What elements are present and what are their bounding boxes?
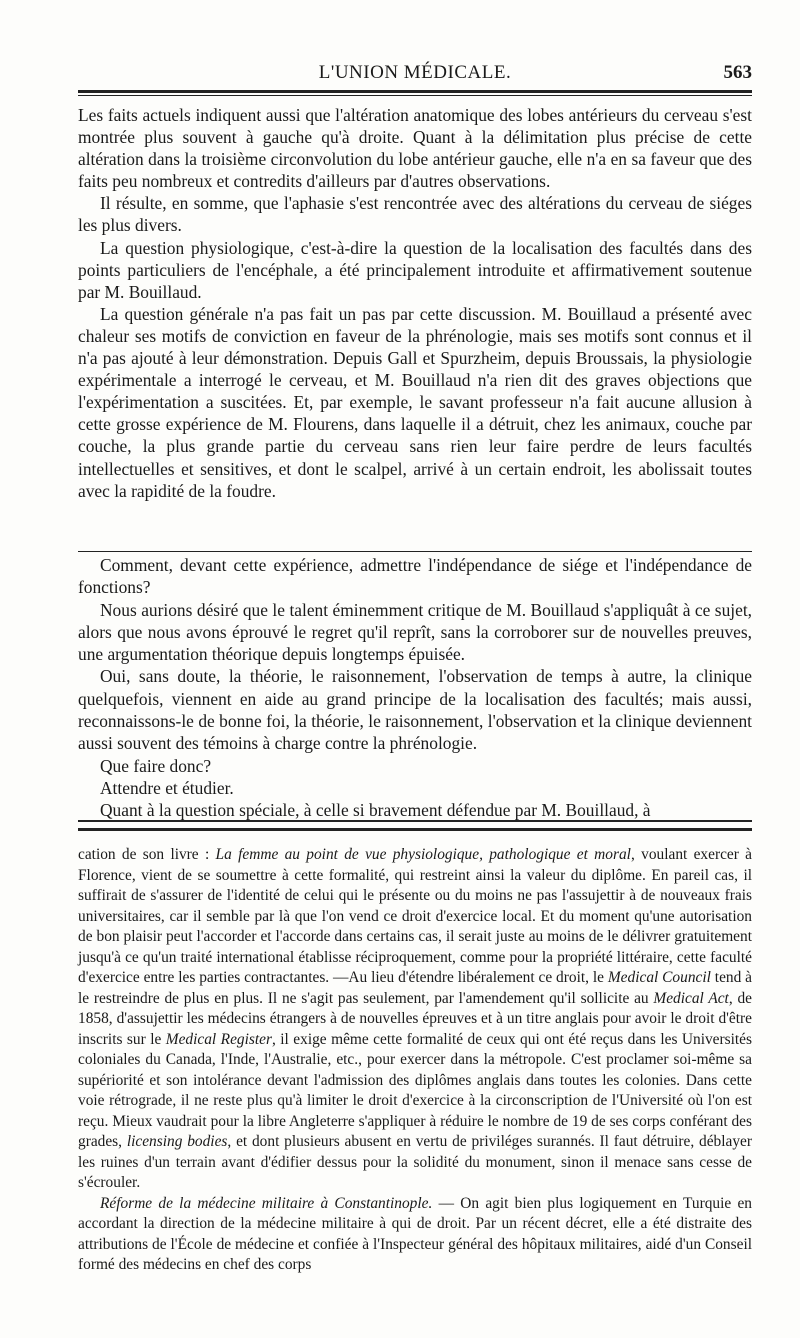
paragraph: La question générale n'a pas fait un pas par cette discussion. M. Bouillaud a présenté avec chaleur ses motifs de conviction en faveur de la phrénologie, mais ses motifs sont connus et il n'a pas ajouté à leur démonstration. Depuis Gall et Spurzheim, depuis Broussais, la physiologie expérimentale a interrogé le cerveau, et M. Bouillaud n'a rien dit des graves objections que l'expérimentation a suscitées. Et, par exemple, le savant professeur n'a fait aucune allusion à cette grosse expérience de M. Flourens, dans laquelle il a détruit, chez les animaux, couche par couche, la plus grande partie du cerveau sans rien leur faire perdre de leurs facultés intellectuelles et sensitives, et dont le scalpel, arrivé à un certain endroit, les abolissait toutes avec la rapidité de la foudre. xyxy=(78,303,752,501)
paragraph: Quant à la question spéciale, à celle si bravement défendue par M. Bouillaud, à xyxy=(100,800,651,821)
section-divider xyxy=(78,551,752,552)
paragraph: Les faits actuels indiquent aussi que l'altération anatomique des lobes antérieurs du cerveau s'est montrée plus souvent à gauche qu'à droite. Quant à la délimitation plus précise de cette altération dans la troisième circonvolution du lobe antérieur gauche, elle n'a en sa faveur que des faits peu nombreux et contredits d'ailleurs par d'autres observations. xyxy=(78,105,752,192)
footnote-paragraph xyxy=(78,845,752,1194)
main-text-upper xyxy=(78,104,752,502)
footnote-rule-upper xyxy=(78,820,752,822)
paragraph: Que faire donc? xyxy=(100,755,212,776)
paragraph: Nous aurions désiré que le talent éminemment critique de M. Bouillaud s'appliquât à ce sujet, alors que nous avons éprouvé le regret qu'il reprît, sans la corroborer sur de nouvelles preuves, une argumentation théorique depuis longtemps épuisée. xyxy=(78,599,752,665)
running-title: L'UNION MÉDICALE. xyxy=(318,62,512,83)
paragraph: Attendre et étudier. xyxy=(100,777,234,798)
italic-term: Medical Register xyxy=(165,1030,272,1048)
footnote-rule-lower xyxy=(78,828,752,831)
paragraph: Comment, devant cette expérience, admettre l'indépendance de siége et l'indépendance de fonctions? xyxy=(78,555,752,598)
footnote-text: , de 1858, d'assujettir les médecins étrangers à de nouvelles épreuves et à un titre anglais pour avoir le droit d'être inscrits sur le xyxy=(78,989,752,1048)
header-rule-thick xyxy=(78,90,752,93)
page-number: 563 xyxy=(723,62,752,83)
paragraph: Oui, sans doute, la théorie, le raisonnement, l'observation de temps à autre, la clinique quelquefois, viennent en aide au grand principe de la localisation des facultés; mais aussi, reconnaissons-le de bonne foi, la théorie, le raisonnement, l'observation et la clinique deviennent aussi souvent des témoins à charge contre la phrénologie. xyxy=(78,666,752,754)
footnote-text: , il exige même cette formalité de ceux qui ont été reçus dans les Universités coloniales du Canada, l'Inde, l'Australie, etc., pour exercer dans la métropole. C'est proclamer soi-même sa supériorité et son intolérance devant l'admission des diplômes anglais dans toutes les colonies. Dans cette voie rétrograde, il ne reste plus qu'à limiter le droit d'exercice à la circonscription de l'Université où l'on est reçu. Mieux vaudrait pour la libre Angleterre s'appliquer à réduire le nombre de 19 de ses corps conférant des grades, xyxy=(78,1030,752,1150)
footnote-column xyxy=(78,845,752,1276)
header-rule-thin xyxy=(78,95,752,96)
footnote-text: cation de son livre : xyxy=(78,846,216,863)
page-header xyxy=(78,58,752,90)
italic-term: licensing bodies xyxy=(126,1133,228,1150)
main-text-lower xyxy=(78,554,752,822)
italic-term: Medical Act xyxy=(653,989,729,1007)
book-title: La femme au point de vue physiologique, pathologique et moral xyxy=(215,846,631,863)
paragraph: Il résulte, en somme, que l'aphasie s'est rencontrée avec des altérations du cerveau de siéges les plus divers. xyxy=(78,193,752,236)
paragraph: La question physiologique, c'est-à-dire la question de la localisation des facultés dans des points particuliers de l'encéphale, a été principalement introduite et affirmativement soutenue par M. Bouillaud. xyxy=(78,237,752,302)
section-heading: Réforme de la médecine militaire à Constantinople. xyxy=(100,1194,433,1212)
footnote-text: , voulant exercer à Florence, vient de se soumettre à cette formalité, qui restreint ainsi la valeur du diplôme. En pareil cas, il suffirait de s'assurer de l'identité de celui qui le présente ou du moins ne pas l'assujettir à de nouveaux frais universitaires, car il semble par là que l'on vend ce droit d'exercice local. Et du moment qu'une autorisation de bon plaisir peut l'accorder et l'accorde dans certains cas, il serait juste au moins de le délivrer gratuitement jusqu'à ce qu'un traité international établisse réciproquement, comme pour la propriété littéraire, cette faculté d'exercice entre les parties contractantes. —Au lieu d'étendre libéralement ce droit, le xyxy=(78,846,753,986)
italic-term: Medical Council xyxy=(607,969,711,986)
footnote-paragraph xyxy=(78,1194,752,1276)
footnote-text: — On agit bien plus logiquement en Turquie en accordant la direction de la médecine militaire à qui de droit. Par un récent décret, elle a été distraite des attributions de l'École de médecine et confiée à l'Inspecteur général des hôpitaux militaires, aidé d'un Conseil formé des médecins en chef des corps xyxy=(78,1194,752,1273)
footnote-text: tend à le restreindre de plus en plus. Il ne s'agit pas seulement, par l'amendement qu'il sollicite au xyxy=(78,969,752,1007)
footnote-text: , et dont plusieurs abusent en vertu de priviléges surannés. Il faut détruire, déblayer les ruines d'un terrain avant d'édifier dessus pour la solidité du monument, sinon il menace sans cesse de s'écrouler. xyxy=(78,1133,752,1191)
